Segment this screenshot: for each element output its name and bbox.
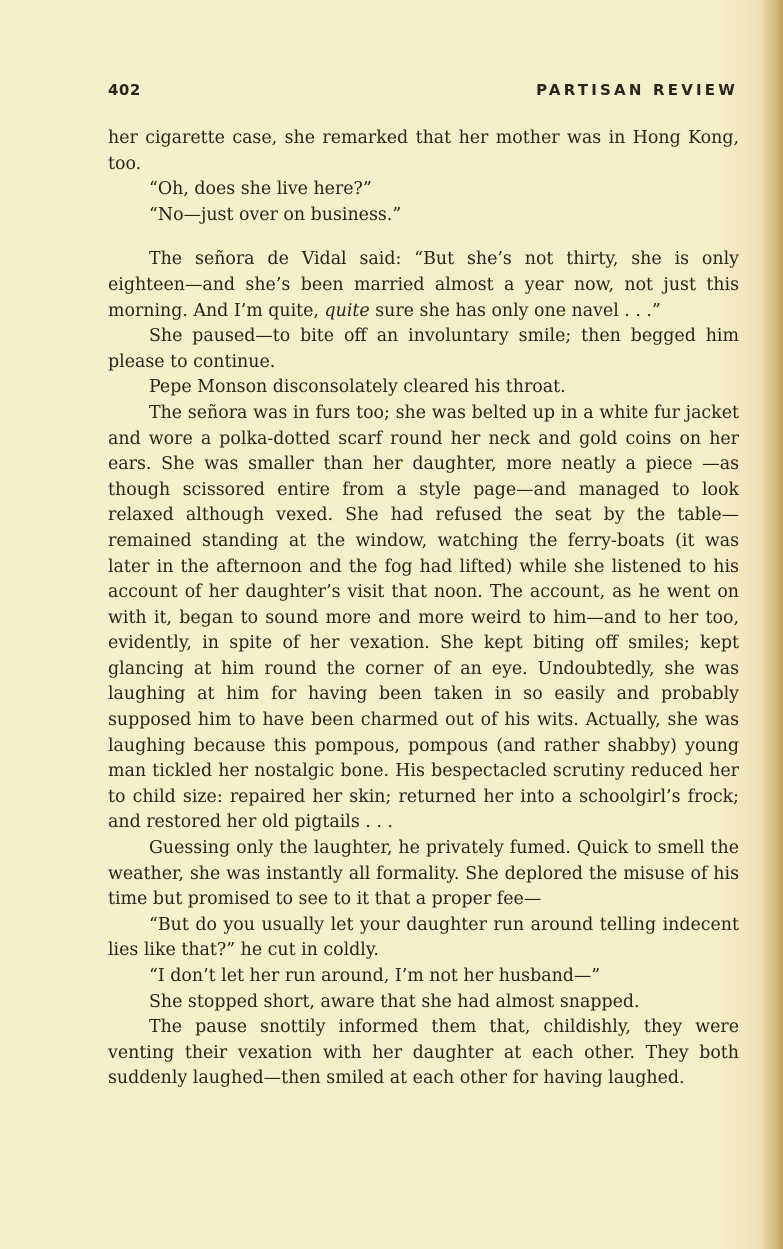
page-header: [108, 81, 738, 103]
paragraph-4-italic: quite: [324, 300, 370, 321]
paragraph-9: “But do you usually let your daughter run around telling indecent lies like that?” he cut in coldly.: [108, 914, 739, 961]
page-number: 402: [108, 81, 141, 99]
paragraph-8: Guessing only the laughter, he privately fumed. Quick to smell the weather, she was instantly all formality. She deplored the misuse of his time but promised to see to it that a proper fee—: [108, 838, 739, 910]
running-title: PARTISAN REVIEW: [536, 81, 738, 99]
paragraph-4: [108, 247, 739, 324]
paragraph-12: The pause snottily informed them that, childishly, they were venting their vexation with her daughter at each other. They both suddenly laughed—then smiled at each other for having laughed.: [108, 1017, 739, 1089]
body-text: [108, 126, 739, 1092]
paragraph-5: She paused—to bite off an involuntary smile; then begged him please to continue.: [108, 326, 739, 372]
paragraph-4-start: The señora de Vidal said: “But she’s not thirty, she is only eighteen—and she’s been married almost a year now, not just this morning. And I’m quite,: [108, 249, 739, 321]
page-edge-shadow: [761, 0, 783, 1249]
paragraph-3: “No—just over on business.”: [149, 204, 402, 225]
paragraph-6: Pepe Monson disconsolately cleared his throat.: [149, 377, 566, 398]
paragraph-4-end: sure she has only one navel . . .”: [369, 300, 661, 321]
paragraph-2: “Oh, does she live here?”: [149, 179, 372, 200]
paragraph-10: “I don’t let her run around, I’m not her husband—”: [149, 966, 601, 986]
paragraph-7: The señora was in furs too; she was belted up in a white fur jacket and wore a polka-dotted scarf round her neck and gold coins on her ears. She was smaller than her daughter, more neatly a piece —as though scissored entire from a style page—and managed to look relaxed although vexed. She had refused the seat by the table—remained standing at the window, watching the ferry-boats (it was later in the afternoon and the fog had lifted) while she listened to his account of her daughter’s visit that noon. The account, as he went on with it, began to sound more and more weird to him—and to her too, evidently, in spite of her vexation. She kept biting off smiles; kept glancing at him round the corner of an eye. Undoubtedly, she was laughing at him for having been taken in so easily and probably supposed him to have been charmed out of his wits. Actually, she was laughing because this pompous, pompous (and rather shabby) young man tickled her nostalgic bone. His bespectacled scrutiny reduced her to child size: repaired her skin; returned her into a schoolgirl’s frock; and restored her old pigtails . . .: [108, 402, 739, 833]
paragraph-11: She stopped short, aware that she had almost snapped.: [149, 991, 640, 1012]
paragraph-1: her cigarette case, she remarked that her mother was in Hong Kong, too.: [108, 128, 739, 174]
